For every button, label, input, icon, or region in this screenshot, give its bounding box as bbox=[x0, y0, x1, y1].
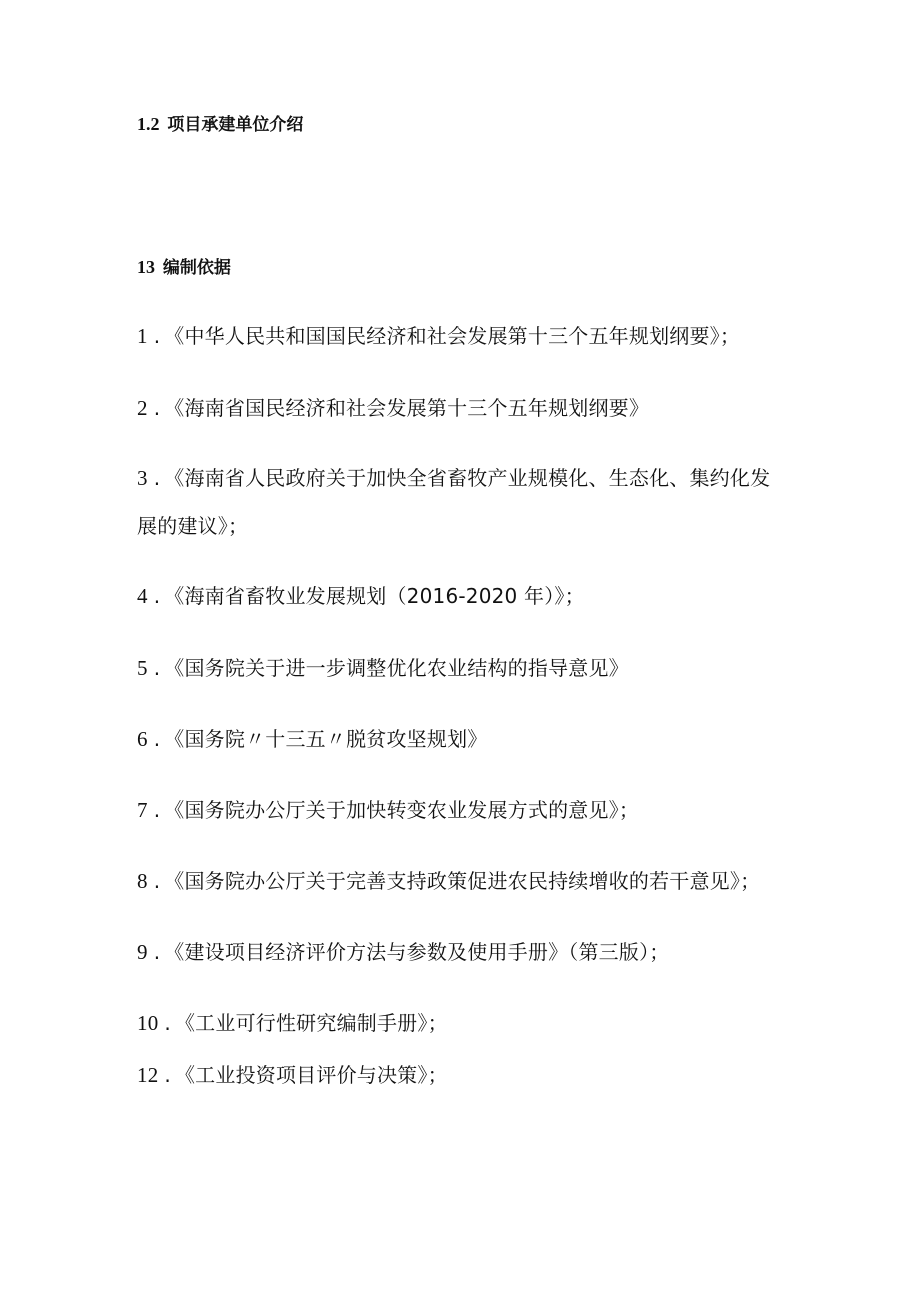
section-title: 编制依据 bbox=[162, 258, 231, 278]
reference-number: 3 bbox=[137, 466, 148, 490]
reference-item-1: 1 . 《中华人民共和国国民经济和社会发展第十三个五年规划纲要》； bbox=[137, 324, 741, 348]
reference-text: 《中华人民共和国国民经济和社会发展第十三个五年规划纲要》； bbox=[164, 324, 741, 348]
reference-text: 《工业可行性研究编制手册》； bbox=[174, 1011, 448, 1035]
reference-text: 《国务院办公厅关于加快转变农业发展方式的意见》； bbox=[164, 798, 640, 822]
reference-item-3-continuation bbox=[137, 510, 248, 539]
reference-text: 《国务院关于进一步调整优化农业结构的指导意见》 bbox=[164, 656, 629, 680]
reference-item-5: 5 . 《国务院关于进一步调整优化农业结构的指导意见》 bbox=[137, 656, 629, 680]
reference-text: 《海南省畜牧业发展规划（2016-2020 年）》； bbox=[164, 584, 585, 608]
reference-number: 4 bbox=[137, 584, 148, 608]
reference-item-6: 6 . 《国务院〃十三五〃脱贫攻坚规划》 bbox=[137, 727, 488, 751]
reference-item-7: 7 . 《国务院办公厅关于加快转变农业发展方式的意见》； bbox=[137, 798, 640, 822]
reference-item-8: 8 . 《国务院办公厅关于完善支持政策促进农民持续增收的若干意见》； bbox=[137, 869, 761, 893]
reference-number: 8 bbox=[137, 869, 148, 893]
section-number: 13 bbox=[137, 257, 155, 277]
section-number: 1.2 bbox=[137, 114, 160, 134]
reference-item-9: 9 . 《建设项目经济评价方法与参数及使用手册》（第三版）； bbox=[137, 940, 670, 964]
reference-number: 7 bbox=[137, 798, 148, 822]
reference-item-12: 12 . 《工业投资项目评价与决策》； bbox=[137, 1063, 448, 1087]
section-title: 项目承建单位介绍 bbox=[167, 115, 304, 135]
reference-item-10: 10 . 《工业可行性研究编制手册》； bbox=[137, 1011, 448, 1035]
reference-number: 9 bbox=[137, 940, 148, 964]
reference-number: 5 bbox=[137, 656, 148, 680]
reference-text: 《国务院〃十三五〃脱贫攻坚规划》 bbox=[164, 727, 488, 751]
reference-text: 《国务院办公厅关于完善支持政策促进农民持续增收的若干意见》； bbox=[164, 869, 761, 893]
reference-item-2: 2 . 《海南省国民经济和社会发展第十三个五年规划纲要》 bbox=[137, 396, 650, 420]
reference-number: 10 bbox=[137, 1011, 159, 1035]
section-heading-1-3 bbox=[137, 253, 231, 278]
reference-item-3: 3 . 《海南省人民政府关于加快全省畜牧产业规模化、生态化、集约化发 bbox=[137, 466, 771, 490]
reference-number: 2 bbox=[137, 396, 148, 420]
reference-text: 《工业投资项目评价与决策》； bbox=[174, 1063, 448, 1087]
reference-number: 6 bbox=[137, 727, 148, 751]
reference-text-continuation: 展的建议》； bbox=[137, 514, 249, 538]
reference-text: 《海南省人民政府关于加快全省畜牧产业规模化、生态化、集约化发 bbox=[164, 466, 771, 490]
section-heading-1-2 bbox=[137, 110, 303, 135]
reference-text: 《海南省国民经济和社会发展第十三个五年规划纲要》 bbox=[164, 396, 650, 420]
reference-item-4: 4 . 《海南省畜牧业发展规划（2016-2020 年）》； bbox=[137, 584, 585, 608]
reference-text: 《建设项目经济评价方法与参数及使用手册》（第三版）； bbox=[164, 940, 670, 964]
reference-number: 1 bbox=[137, 324, 148, 348]
reference-number: 12 bbox=[137, 1063, 159, 1087]
